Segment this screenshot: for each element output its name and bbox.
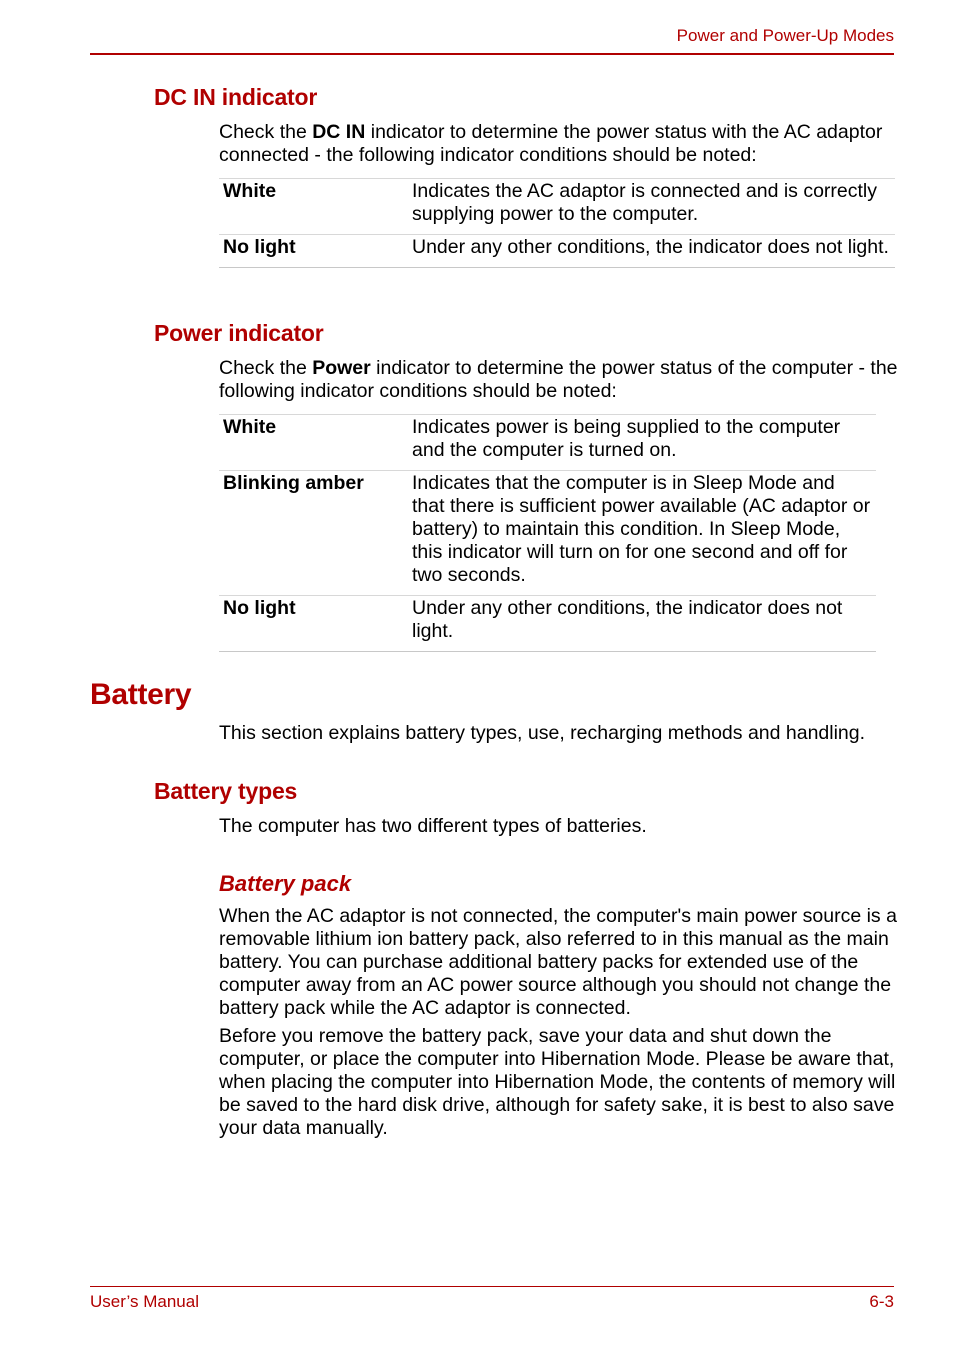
- battery-types-intro: The computer has two different types of batteries.: [219, 815, 647, 837]
- battery-types-heading: Battery types: [154, 778, 298, 804]
- battery-intro: This section explains battery types, use, recharging methods and handling.: [219, 722, 866, 744]
- footer-manual-title: User’s Manual: [90, 1292, 199, 1311]
- footer-rule: [90, 1286, 894, 1287]
- power-intro: Check the Power indicator to determine the power status of the computer - the following indicator conditions should be noted:: [219, 357, 898, 402]
- term-cell: White: [219, 179, 412, 235]
- desc-cell: Under any other conditions, the indicator does not light.: [412, 596, 876, 652]
- table-row: [219, 415, 876, 471]
- term-cell: No light: [219, 235, 412, 268]
- header-rule: [90, 53, 894, 55]
- table-row: [219, 596, 876, 652]
- battery-heading: Battery: [90, 678, 192, 711]
- desc-cell: Indicates power is being supplied to the computer and the computer is turned on.: [412, 415, 876, 471]
- table-row: [219, 235, 895, 268]
- term-cell: No light: [219, 596, 412, 652]
- dc-in-table: [219, 178, 895, 268]
- battery-pack-heading: Battery pack: [219, 871, 352, 896]
- battery-pack-paragraph-1: When the AC adaptor is not connected, the computer's main power source is a removable lithium ion battery pack, also referred to in this manual as the main battery. You can purchase additional battery packs for extended use of the computer away from an AC power source although you should not change the battery pack while the AC adaptor is connected.: [219, 905, 897, 1019]
- term-cell: Blinking amber: [219, 471, 412, 596]
- table-row: [219, 179, 895, 235]
- desc-cell: Under any other conditions, the indicator does not light.: [412, 235, 895, 268]
- running-header: Power and Power-Up Modes: [676, 26, 894, 45]
- power-table: [219, 414, 876, 652]
- table-row: [219, 471, 876, 596]
- dc-in-heading: DC IN indicator: [154, 84, 318, 110]
- battery-pack-paragraph-2: Before you remove the battery pack, save your data and shut down the computer, or place the computer into Hibernation Mode. Please be aware that, when placing the computer into Hibernation Mode, the contents of memory will be saved to the hard disk drive, although for safety sake, it is best to also save your data manually.: [219, 1025, 896, 1139]
- power-heading: Power indicator: [154, 320, 324, 346]
- dc-in-intro: Check the DC IN indicator to determine the power status with the AC adaptor connected - the following indicator conditions should be noted:: [219, 121, 883, 166]
- desc-cell: Indicates the AC adaptor is connected and is correctly supplying power to the computer.: [412, 179, 895, 235]
- desc-cell: Indicates that the computer is in Sleep Mode and that there is sufficient power available (AC adaptor or battery) to maintain this condition. In Sleep Mode, this indicator will turn on for one second and off for two seconds.: [412, 471, 876, 596]
- page-number: 6-3: [869, 1292, 894, 1311]
- term-cell: White: [219, 415, 412, 471]
